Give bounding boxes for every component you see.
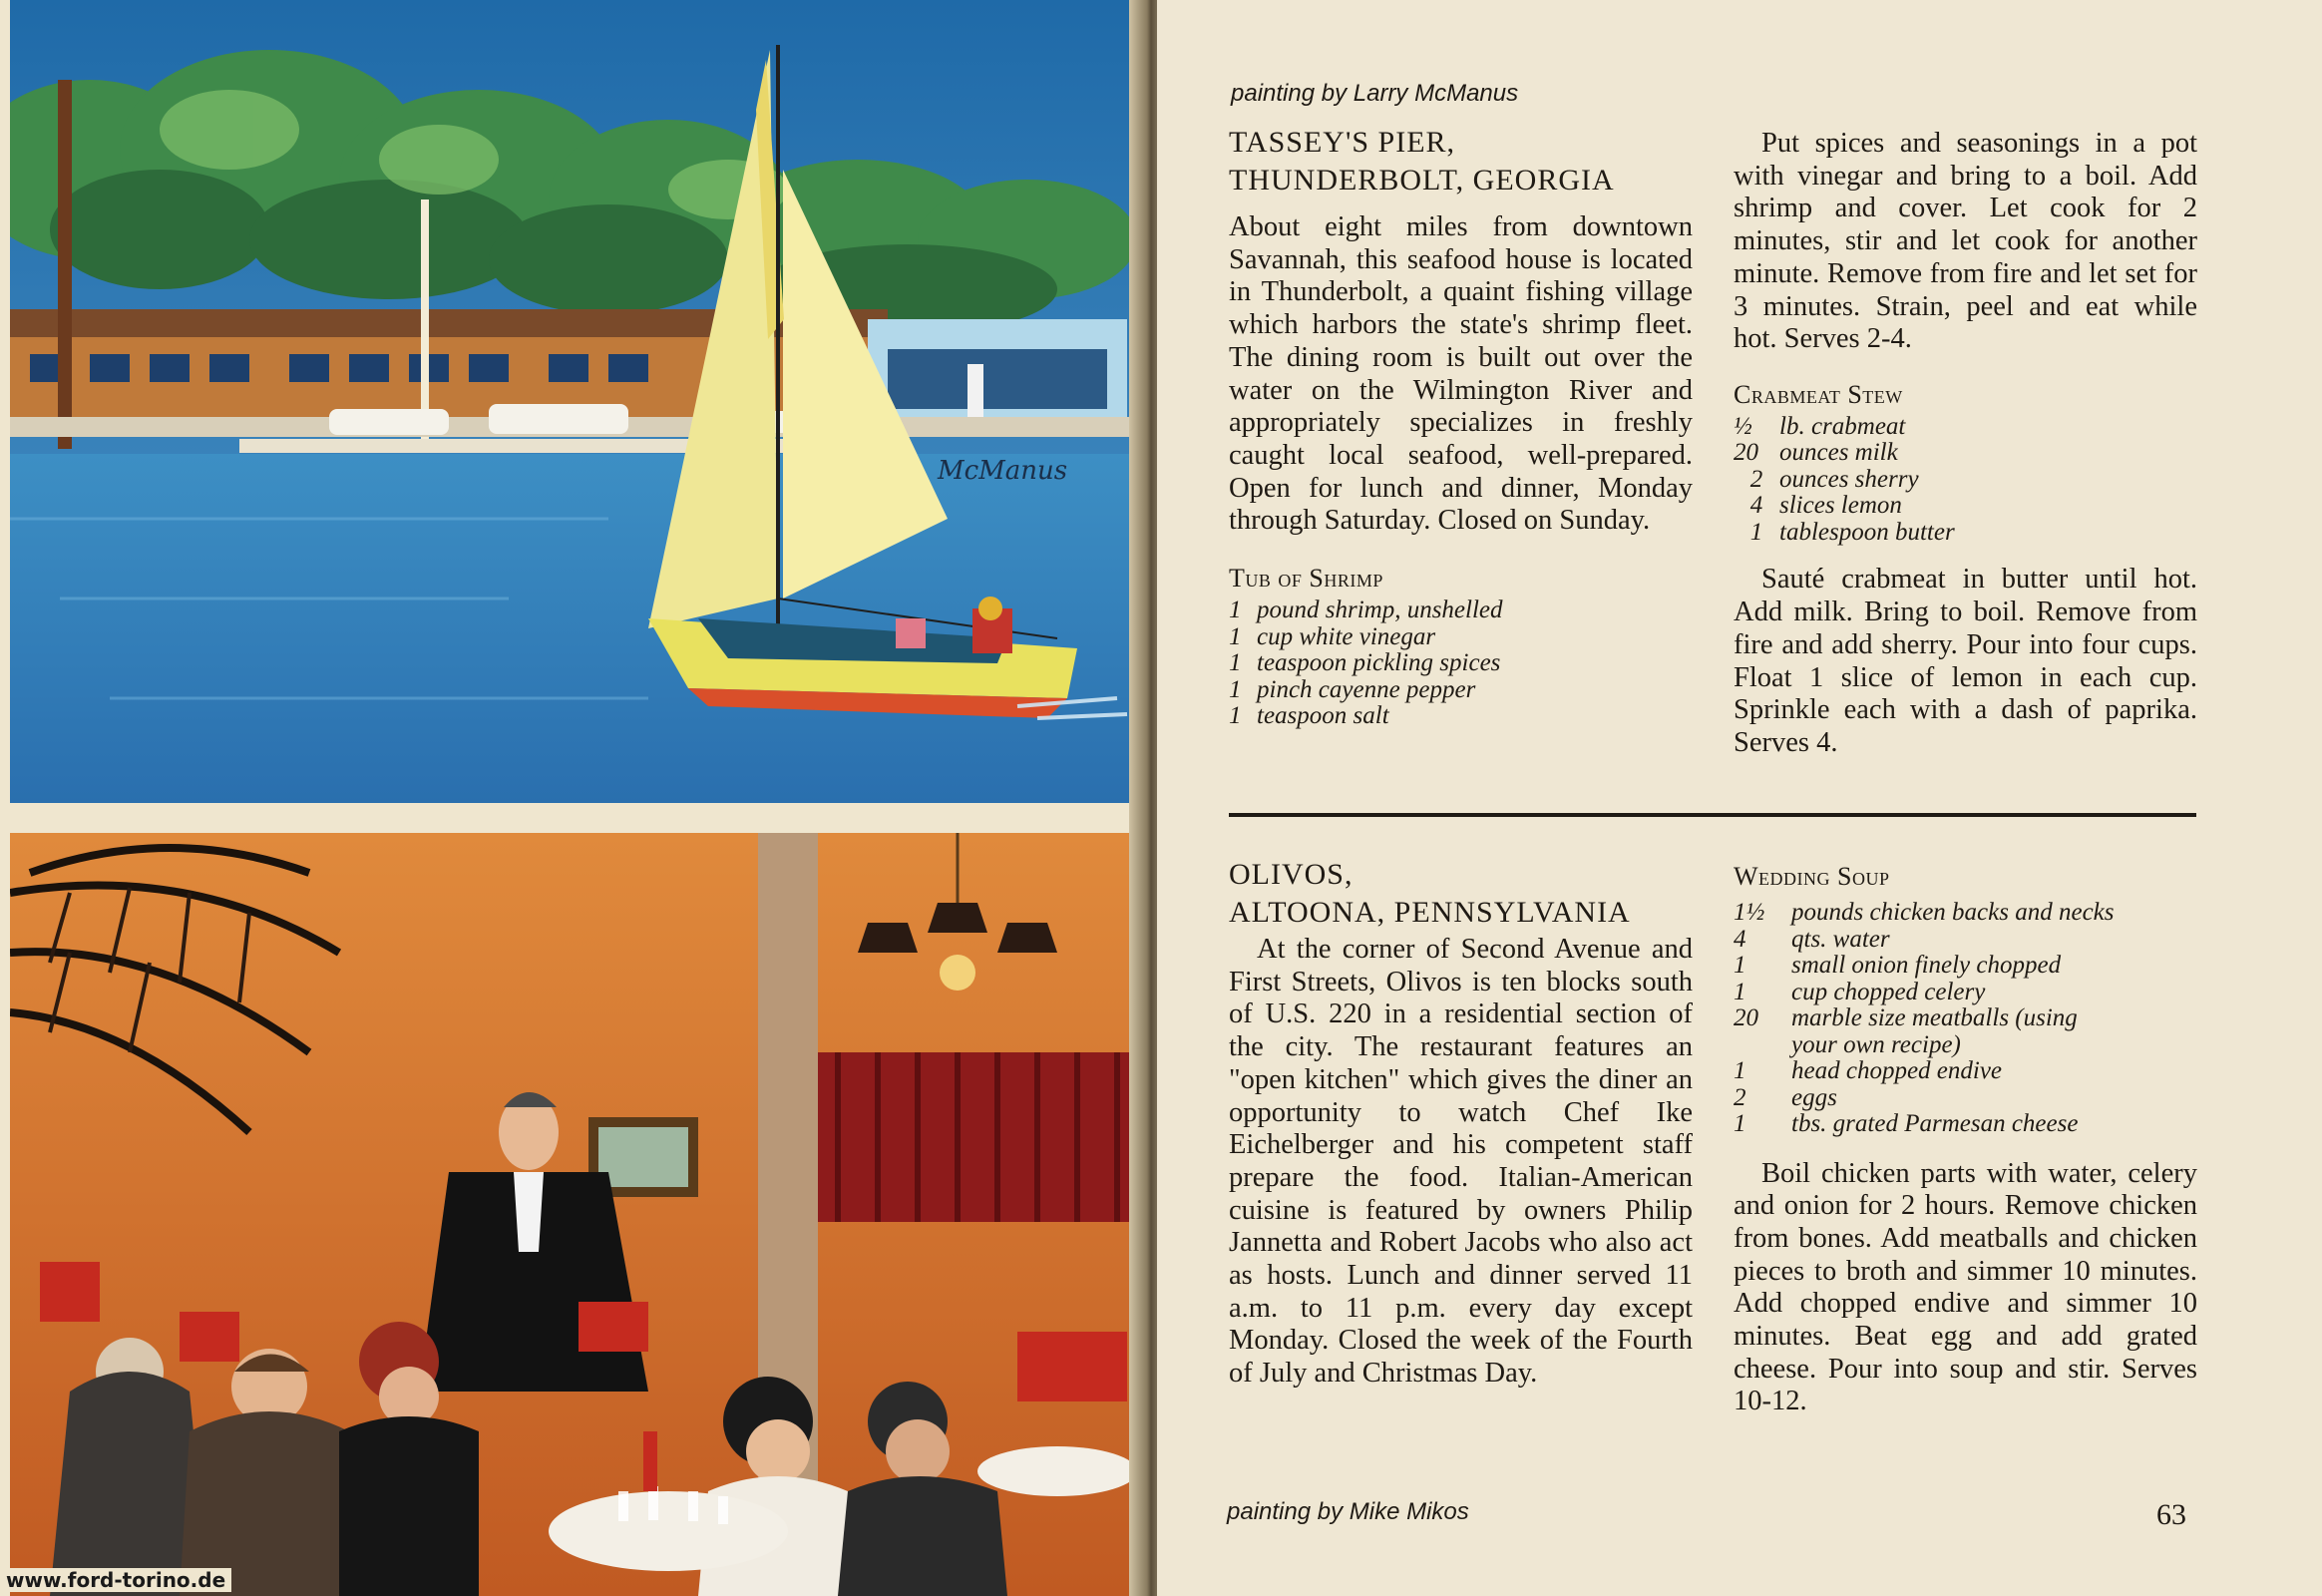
ingredient-qty: 2 — [1734, 1083, 1746, 1111]
ingredient-item: teaspoon salt — [1257, 702, 1389, 730]
ingredient-qty: 1 — [1229, 597, 1242, 624]
ingredient-qty: 20 — [1734, 1004, 1758, 1031]
recipe-title-crabmeat-stew: Crabmeat Stew — [1734, 379, 1903, 409]
ingredient-item: small onion finely chopped — [1791, 952, 2062, 979]
ingredient-row — [1734, 520, 2197, 547]
tassey-title-line2: THUNDERBOLT, GEORGIA — [1229, 164, 1615, 197]
olivos-column — [1229, 856, 1693, 1391]
ingredient-row — [1229, 677, 1693, 704]
ingredient-row — [1229, 650, 1693, 677]
ingredient-qty: 1 — [1229, 675, 1242, 703]
ingredient-qty: 1 — [1749, 518, 1763, 546]
ingredient-item: ounces milk — [1779, 439, 1898, 467]
ingredient-row — [1734, 980, 2197, 1006]
ingredient-item: slices lemon — [1779, 492, 1902, 520]
ingredient-row — [1734, 440, 2197, 467]
ingredient-qty: 20 — [1734, 439, 1758, 467]
ingredient-qty: 1 — [1734, 952, 1746, 979]
tub-of-shrimp-directions: Put spices and seasonings in a pot with vinegar and bring to a boil. Add shrimp and cover. Let cook for 2 minutes, stir and let cook for another minute. Remove from fire and let set for 3 minutes. Strain, peel and eat while hot. Serves 2-4. — [1734, 128, 2197, 355]
ingredient-item: tablespoon butter — [1779, 518, 1955, 546]
page-number: 63 — [2156, 1498, 2186, 1531]
painting-credit-bottom: painting by Mike Mikos — [1227, 1498, 1469, 1525]
ingredient-row — [1734, 1005, 2197, 1032]
ingredient-item: qts. water — [1791, 925, 1890, 953]
ingredient-row — [1734, 1032, 2197, 1059]
ingredient-item: tbs. grated Parmesan cheese — [1791, 1110, 2079, 1137]
left-page — [0, 0, 1147, 1596]
ingredient-item: head chopped endive — [1791, 1057, 2003, 1084]
ingredient-qty: 1½ — [1734, 899, 1765, 926]
recipe-title-wedding-soup: Wedding Soup — [1734, 862, 1890, 891]
ingredient-item: pounds chicken backs and necks — [1791, 899, 2115, 926]
tassey-description: About eight miles from downtown Savannah, this seafood house is located in Thunderbolt, a quaint fishing village which harbors the state's shrimp fleet. The dining room is built out over the water on the Wilmington River and appropriately specializes in freshly caught local seafood, well-prepared. Open for lunch and dinner, Monday through Saturday. Closed on Sunday. — [1229, 211, 1693, 537]
olivos-recipe-column — [1734, 862, 2197, 1418]
ingredient-item: teaspoon pickling spices — [1257, 649, 1501, 677]
ingredient-row — [1734, 927, 2197, 954]
section-divider — [1229, 813, 2196, 817]
ingredient-row — [1734, 493, 2197, 520]
ingredient-qty: 1 — [1229, 622, 1242, 650]
ingredient-qty: 1 — [1229, 649, 1242, 677]
ingredient-item: cup chopped celery — [1791, 978, 1986, 1005]
olivos-title-line1: OLIVOS, — [1229, 858, 1354, 891]
ingredient-qty: 1 — [1734, 1057, 1746, 1084]
ingredient-item: eggs — [1791, 1083, 1837, 1111]
ingredient-item: lb. crabmeat — [1779, 412, 1906, 440]
ingredient-item: pound shrimp, unshelled — [1257, 597, 1503, 624]
ingredient-row — [1734, 1111, 2197, 1138]
tassey-recipes-column — [1734, 128, 2197, 760]
ingredient-qty: 4 — [1734, 925, 1746, 953]
ingredient-row — [1734, 953, 2197, 980]
ingredient-qty: ½ — [1734, 412, 1752, 440]
ingredient-row — [1734, 1058, 2197, 1085]
ingredient-row — [1229, 624, 1693, 651]
wedding-soup-ingredients — [1734, 900, 2197, 1138]
ingredient-qty: 1 — [1229, 702, 1242, 730]
ingredient-qty — [1734, 1032, 1791, 1059]
restaurant-painting — [10, 833, 1135, 1596]
harbor-painting-svg — [10, 0, 1135, 803]
crabmeat-stew-ingredients — [1734, 414, 2197, 547]
ingredient-qty: 1 — [1734, 978, 1746, 1005]
ingredient-item: marble size meatballs (using — [1791, 1004, 2078, 1031]
painting-credit-top: painting by Larry McManus — [1231, 80, 1519, 107]
ingredient-qty: 1 — [1734, 1110, 1746, 1137]
ingredient-row — [1229, 598, 1693, 624]
olivos-description: At the corner of Second Avenue and First Streets, Olivos is ten blocks south of U.S. 220 in a residential section of the city. The restaurant features an "open kitchen" which gives the diner an opportunity to watch Chef Ike Eichelberger and his competent staff prepare the food. Italian-American cuisine is featured by owners Philip Jannetta and Robert Jacobs who also act as hosts. Lunch and dinner served 11 a.m. to 11 p.m. every day except Monday. Closed the week of the Fourth of July and Christmas Day. — [1229, 934, 1693, 1390]
tub-of-shrimp-ingredients — [1229, 598, 1693, 730]
ingredient-row — [1734, 467, 2197, 494]
tassey-column — [1229, 124, 1693, 730]
olivos-title-line2: ALTOONA, PENNSYLVANIA — [1229, 896, 1631, 929]
harbor-painting — [10, 0, 1135, 803]
ingredient-item: your own recipe) — [1791, 1030, 1961, 1058]
ingredient-item: ounces sherry — [1779, 465, 1919, 493]
ingredient-item: cup white vinegar — [1257, 622, 1436, 650]
tassey-title-line1: TASSEY'S PIER, — [1229, 126, 1456, 159]
ingredient-row — [1734, 900, 2197, 927]
ingredient-qty: 4 — [1749, 492, 1763, 520]
ingredient-qty: 2 — [1749, 465, 1763, 493]
ingredient-row — [1734, 1085, 2197, 1112]
recipe-title-tub-of-shrimp: Tub of Shrimp — [1229, 564, 1383, 594]
watermark: www.ford-torino.de — [0, 1568, 231, 1592]
wedding-soup-directions: Boil chicken parts with water, celery and onion for 2 hours. Remove chicken from bones. Add meatballs and chicken pieces to broth and simmer 10 minutes. Add chopped endive and simmer 10 minutes. Beat egg and add grated cheese. Pour into soup and stir. Serves 10-12. — [1734, 1157, 2197, 1417]
restaurant-painting-svg — [10, 833, 1135, 1596]
crabmeat-stew-directions: Sauté crabmeat in butter until hot. Add milk. Bring to boil. Remove from fire and add sherry. Pour into four cups. Float 1 slice of lemon in each cup. Sprinkle each with a dash of paprika. Serves 4. — [1734, 564, 2197, 758]
ingredient-row — [1229, 703, 1693, 730]
ingredient-row — [1734, 414, 2197, 441]
ingredient-item: pinch cayenne pepper — [1257, 675, 1476, 703]
painter-signature: McManus — [938, 456, 1068, 486]
